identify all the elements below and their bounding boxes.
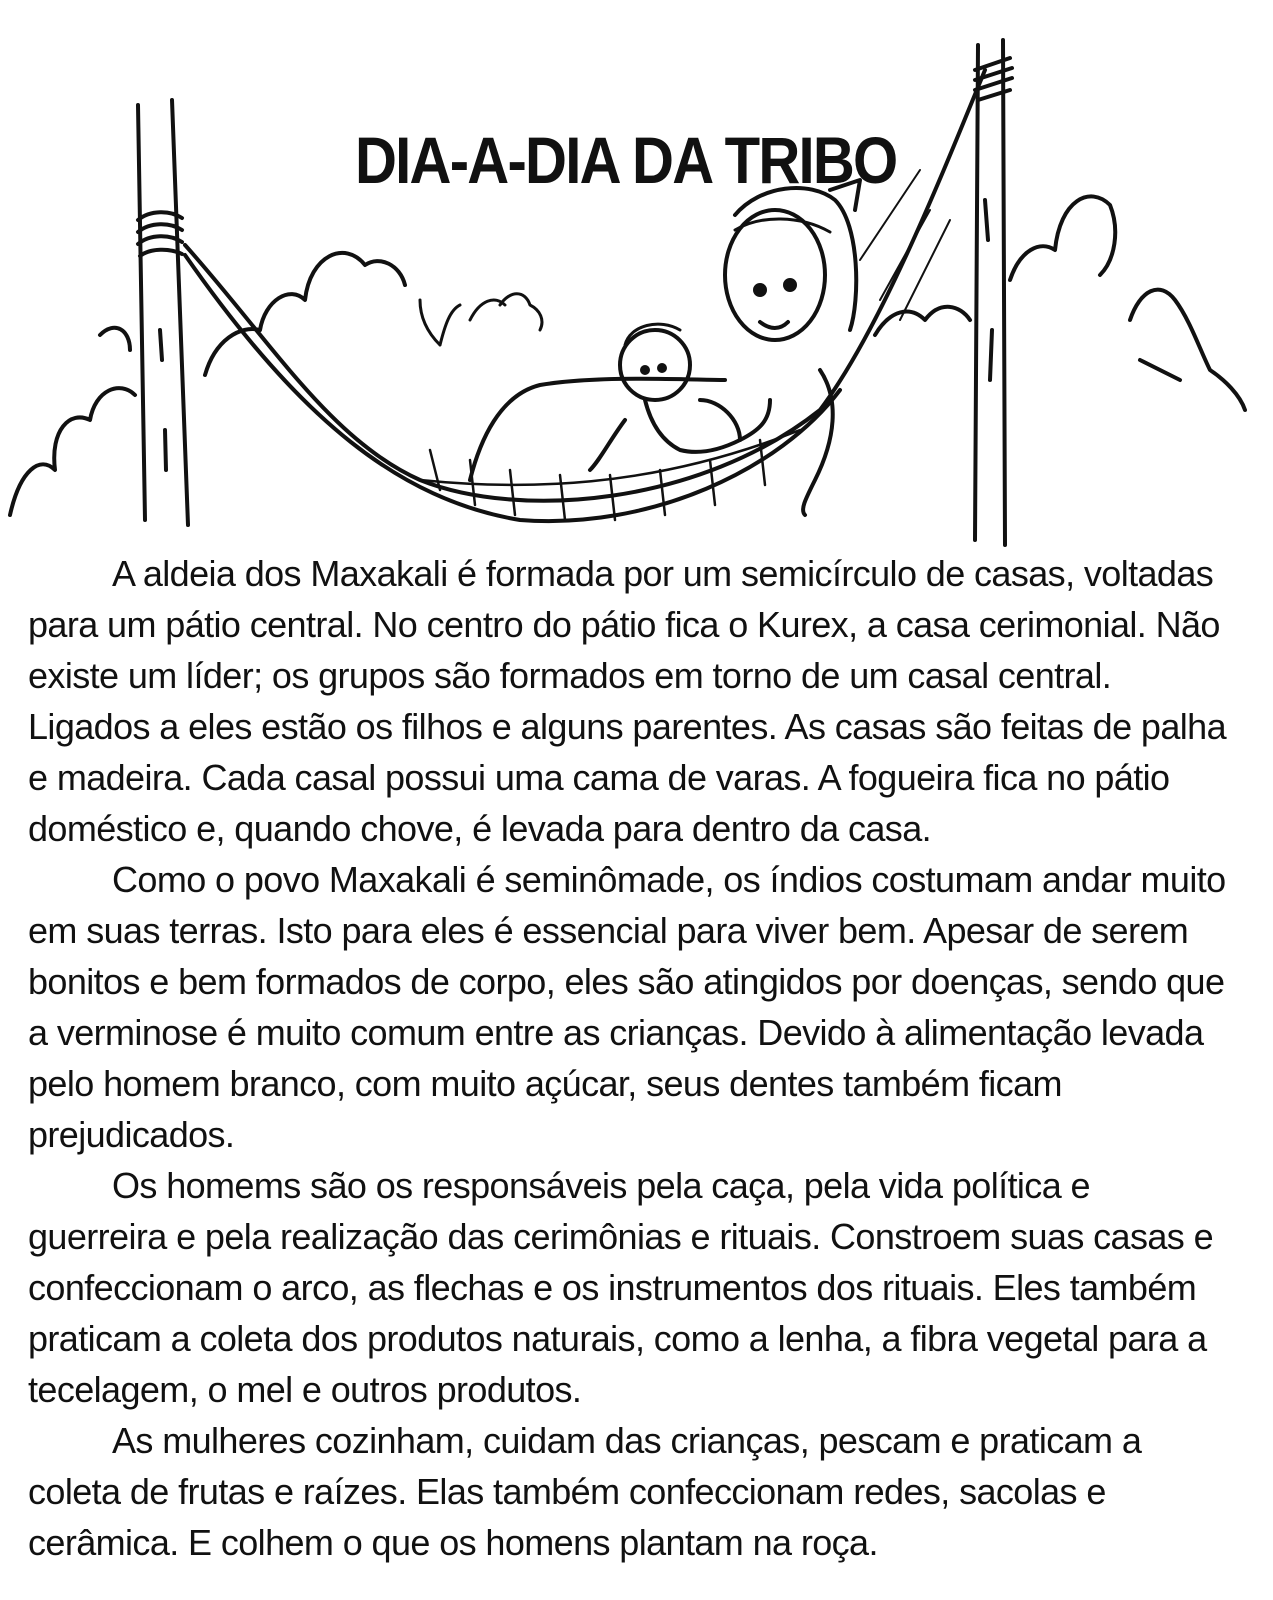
hammock-illustration [0, 20, 1273, 560]
mother-figure [470, 180, 860, 515]
page-title: DIA-A-DIA DA TRIBO [354, 123, 897, 198]
bush-right [875, 196, 1245, 410]
paragraph-women: As mulheres cozinham, cuidam das crianças, pescam e praticam a coleta de frutas e raízes. Elas também confeccionam redes, sacolas e cerâmica. E colhem o que os homens plantam na roça. [28, 1420, 1142, 1563]
body-text [28, 548, 1228, 1568]
paragraph-health: Como o povo Maxakali é seminômade, os índios costumam andar muito em suas terras. Isto para eles é essencial para viver bem. Apesar de serem bonitos e bem formados de corpo, eles são atingidos por doenças, sendo que a verminose é muito comum entre as crianças. Devido à alimentação levada pelo homem branco, com muito açúcar, seus dentes também ficam prejudicados. [28, 859, 1226, 1155]
bush-left [10, 253, 405, 515]
paragraph-village: A aldeia dos Maxakali é formada por um semicírculo de casas, voltadas para um pátio central. No centro do pátio fica o Kurex, a casa cerimonial. Não existe um líder; os grupos são formados em torno de um casal central. Ligados a eles estão os filhos e alguns parentes. As casas são feitas de palha e madeira. Cada casal possui uma cama de varas. A fogueira fica no pátio doméstico e, quando chove, é levada para dentro da casa. [28, 553, 1227, 849]
paragraph-men: Os homems são os responsáveis pela caça, pela vida política e guerreira e pela realização das cerimônias e rituais. Constroem suas casas e confeccionam o arco, as flechas e os instrumentos dos rituais. Eles também praticam a coleta dos produtos naturais, como a lenha, a fibra vegetal para a tecelagem, o mel e outros produtos. [28, 1165, 1213, 1410]
baby-figure [620, 324, 770, 452]
grass-tufts [420, 294, 542, 345]
right-post [975, 40, 1012, 545]
